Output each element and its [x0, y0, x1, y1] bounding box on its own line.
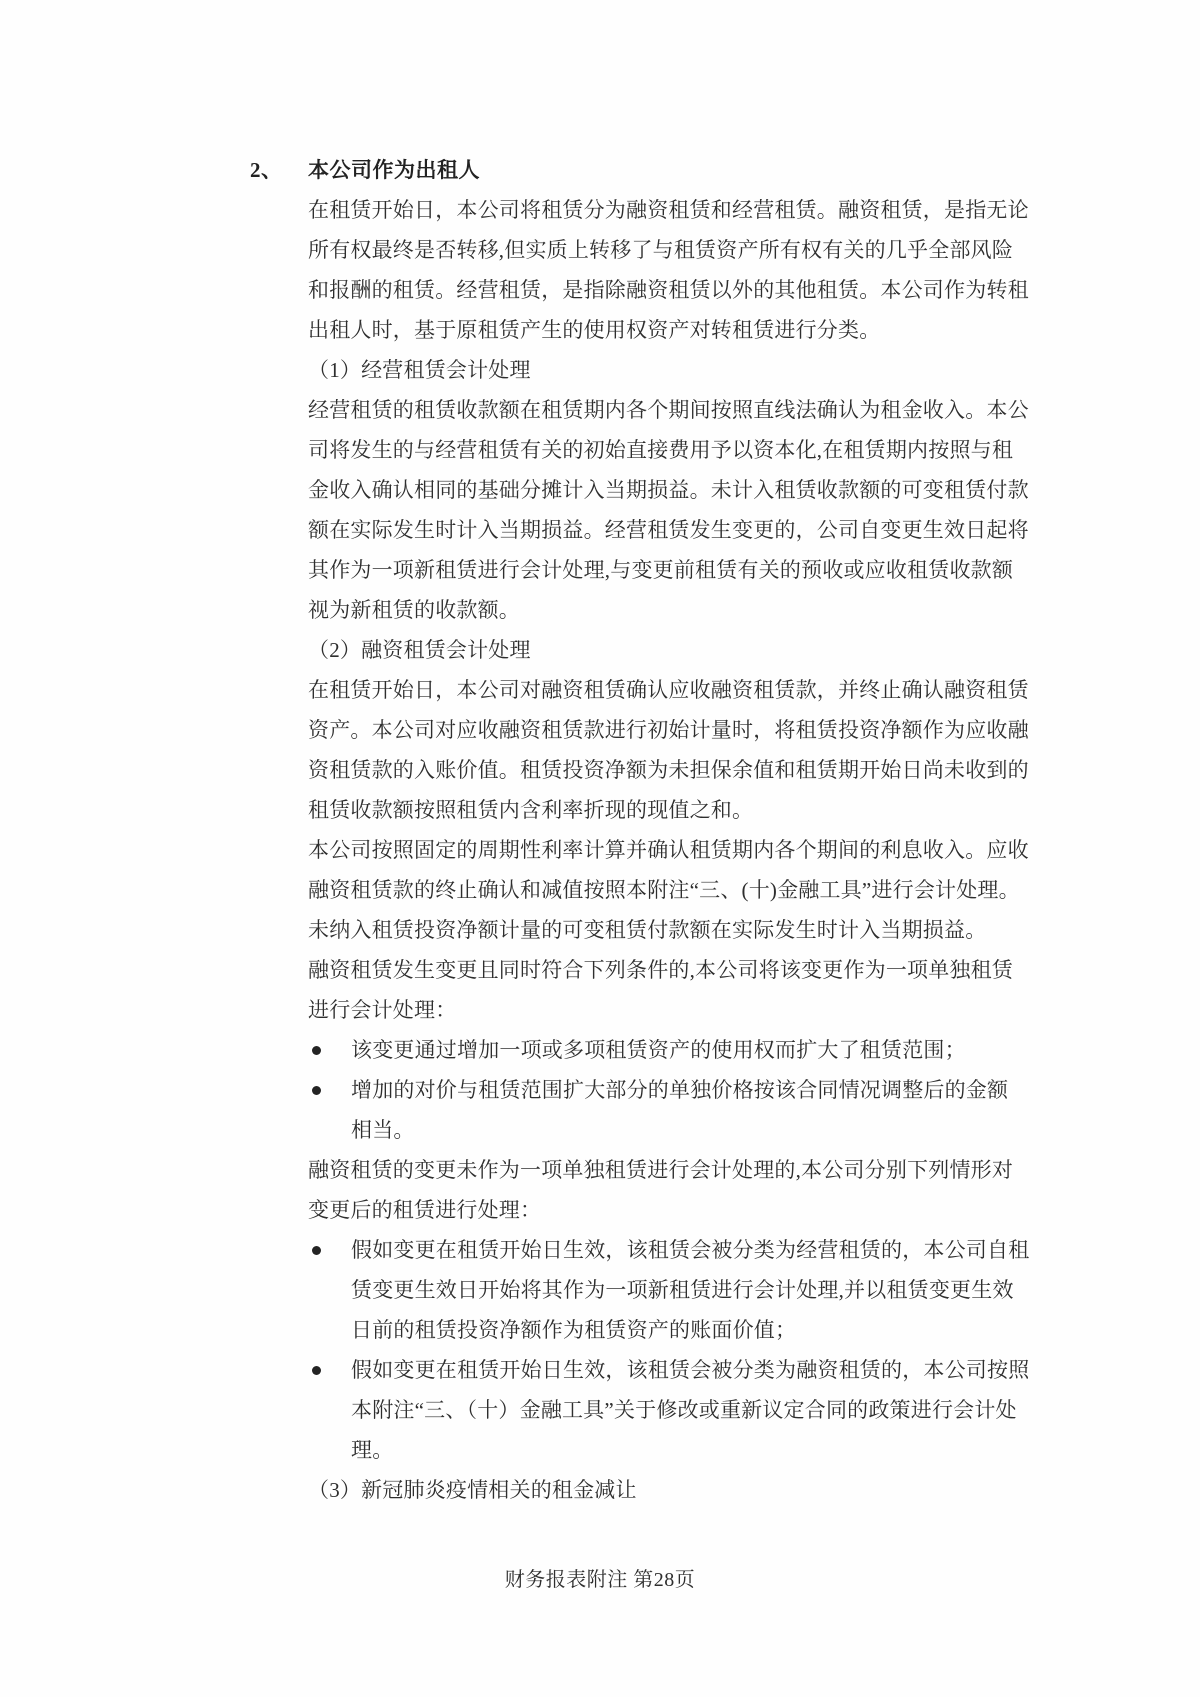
text-line: 所有权最终是否转移,但实质上转移了与租赁资产所有权有关的几乎全部风险 [308, 238, 1014, 262]
document-content [250, 150, 1030, 1510]
text-line: 经营租赁的租赁收款额在租赁期内各个期间按照直线法确认为租金收入。本公 [308, 398, 1029, 422]
bullet-item [308, 1350, 1030, 1470]
paragraph [308, 830, 1029, 950]
bullet-item [308, 1030, 1024, 1070]
sub-heading [308, 1470, 1024, 1510]
text-line: 本公司按照固定的周期性利率计算并确认租赁期内各个期间的利息收入。应收 [308, 838, 1029, 862]
bullet-icon [312, 1366, 321, 1375]
text-line: 出租人时，基于原租赁产生的使用权资产对转租赁进行分类。 [308, 318, 881, 342]
paragraph [308, 1150, 1024, 1230]
text-line: 资租赁款的入账价值。租赁投资净额为未担保余值和租赁期开始日尚未收到的 [308, 758, 1029, 782]
text-line: 假如变更在租赁开始日生效，该租赁会被分类为融资租赁的，本公司按照 [351, 1358, 1030, 1382]
section-heading [250, 150, 1024, 190]
section-number: 2、 [250, 158, 283, 182]
text-line: 融资租赁款的终止确认和减值按照本附注“三、(十)金融工具”进行会计处理。 [308, 878, 1020, 902]
text-line: 假如变更在租赁开始日生效，该租赁会被分类为经营租赁的，本公司自租 [351, 1238, 1030, 1262]
text-line: 和报酬的租赁。经营租赁，是指除融资租赁以外的其他租赁。本公司作为转租 [308, 278, 1029, 302]
text-line: 司将发生的与经营租赁有关的初始直接费用予以资本化,在租赁期内按照与租 [308, 438, 1014, 462]
text-line: 在租赁开始日，本公司对融资租赁确认应收融资租赁款，并终止确认融资租赁 [308, 678, 1029, 702]
text-line: 视为新租赁的收款额。 [308, 598, 520, 622]
text-line: 融资租赁的变更未作为一项单独租赁进行会计处理的,本公司分别下列情形对 [308, 1158, 1014, 1182]
text-line: 该变更通过增加一项或多项租赁资产的使用权而扩大了租赁范围； [351, 1038, 966, 1062]
text-line: 赁变更生效日开始将其作为一项新租赁进行会计处理,并以租赁变更生效 [351, 1278, 1014, 1302]
text-line: 金收入确认相同的基础分摊计入当期损益。未计入租赁收款额的可变租赁付款 [308, 478, 1029, 502]
sub-heading [308, 630, 1024, 670]
bullet-icon [312, 1046, 321, 1055]
bullet-icon [312, 1246, 321, 1255]
paragraph [308, 950, 1024, 1030]
text-line: 融资租赁发生变更且同时符合下列条件的,本公司将该变更作为一项单独租赁 [308, 958, 1014, 982]
paragraph [308, 390, 1029, 630]
text-line: 在租赁开始日，本公司将租赁分为融资租赁和经营租赁。融资租赁，是指无论 [308, 198, 1029, 222]
text-line: 资产。本公司对应收融资租赁款进行初始计量时，将租赁投资净额作为应收融 [308, 718, 1029, 742]
text-line: 日前的租赁投资净额作为租赁资产的账面价值； [351, 1318, 797, 1342]
text-line: 本附注“三、（十）金融工具”关于修改或重新议定合同的政策进行会计处 [351, 1398, 1017, 1422]
bullet-item [308, 1070, 1024, 1150]
sub-heading [308, 350, 1024, 390]
text-line: 额在实际发生时计入当期损益。经营租赁发生变更的，公司自变更生效日起将 [308, 518, 1029, 542]
text-line: 租赁收款额按照租赁内含利率折现的现值之和。 [308, 798, 754, 822]
text-line: 增加的对价与租赁范围扩大部分的单独价格按该合同情况调整后的金额 [351, 1078, 1009, 1102]
paragraph [308, 670, 1029, 830]
section-title: 本公司作为出租人 [308, 158, 480, 182]
text-line: （2）融资租赁会计处理 [308, 638, 531, 662]
document-blocks [308, 190, 1030, 1510]
bullet-icon [312, 1086, 321, 1095]
paragraph [308, 190, 1029, 350]
text-line: 理。 [351, 1438, 394, 1462]
text-line: 进行会计处理： [308, 998, 457, 1022]
text-line: （1）经营租赁会计处理 [308, 358, 531, 382]
text-line: 未纳入租赁投资净额计量的可变租赁付款额在实际发生时计入当期损益。 [308, 918, 987, 942]
text-line: 变更后的租赁进行处理： [308, 1198, 542, 1222]
bullet-item [308, 1230, 1030, 1350]
text-line: 其作为一项新租赁进行会计处理,与变更前租赁有关的预收或应收租赁收款额 [308, 558, 1014, 582]
text-line: 相当。 [351, 1118, 415, 1142]
text-line: （3）新冠肺炎疫情相关的租金减让 [308, 1478, 637, 1502]
page-footer: 财务报表附注 第28页 [504, 1569, 696, 1591]
